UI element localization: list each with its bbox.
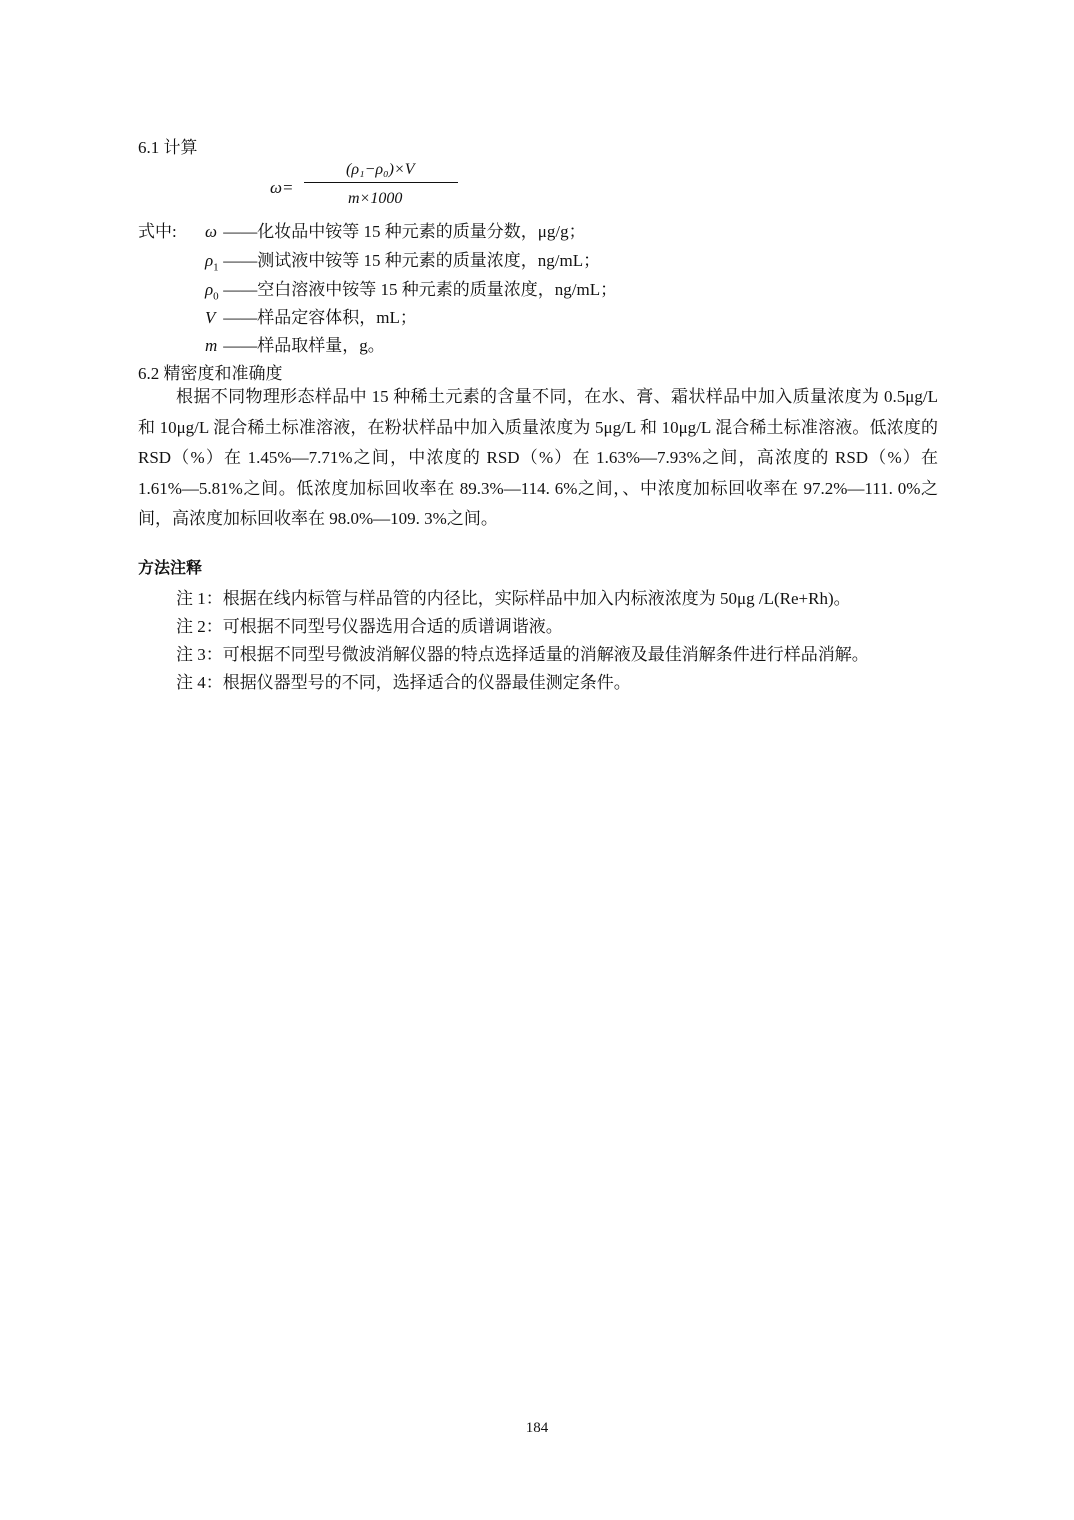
variable-symbol: m	[205, 336, 218, 355]
note-item: 注 1：根据在线内标管与样品管的内径比，实际样品中加入内标液浓度为 50μg /L(Re+Rh)。	[176, 589, 851, 608]
variable-desc: ——化妆品中铵等 15 种元素的质量分数，μg/g；	[223, 222, 586, 241]
variable-desc: ——样品定容体积，mL；	[223, 308, 417, 327]
note-item: 注 4：根据仪器型号的不同，选择适合的仪器最佳测定条件。	[176, 673, 631, 692]
variable-desc: ——测试液中铵等 15 种元素的质量浓度，ng/mL；	[223, 251, 601, 270]
variable-row	[205, 303, 417, 330]
variable-desc: ——空白溶液中铵等 15 种元素的质量浓度，ng/mL；	[223, 280, 618, 299]
notes-title: 方法注释	[138, 558, 203, 577]
formula-fraction-bar	[304, 182, 458, 183]
variable-symbol: ω	[205, 222, 218, 241]
section-6-1-title: 6.1 计算	[138, 138, 198, 157]
variable-row	[205, 331, 385, 358]
variable-row	[205, 275, 617, 302]
note-item: 注 2：可根据不同型号仪器选用合适的质谱调谐液。	[176, 617, 563, 636]
note-item: 注 3：可根据不同型号微波消解仪器的特点选择适量的消解液及最佳消解条件进行样品消解。	[176, 645, 869, 664]
variable-desc: ——样品取样量，g。	[223, 336, 385, 355]
formula-lhs: ω=	[270, 178, 294, 197]
variable-symbol: V	[205, 308, 216, 327]
where-label: 式中:	[138, 222, 177, 241]
variable-symbol: $\rho_1$	[205, 251, 219, 274]
variable-row	[205, 246, 600, 273]
formula-numerator: (ρ₁−ρ₀)×V	[346, 161, 415, 178]
section-6-2-title: 6.2 精密度和准确度	[138, 364, 283, 383]
precision-paragraph: 根据不同物理形态样品中 15 种稀土元素的含量不同，在水、膏、霜状样品中加入质量浓度为 0.5μg/L 和 10μg/L 混合稀土标准溶液，在粉状样品中加入质量浓度为 5μg/L 和 10μg/L 混合稀土标准溶液。低浓度的 RSD（%）在 1.45%—7.71%之间，中浓度的 RSD（%）在 1.63%—7.93%之间，高浓度的 RSD（%）在 1.61%—5.81%之间。低浓度加标回收率在 89.3%—114. 6%之间，、中浓度加标回收率在 97.2%—111. 0%之间，高浓度加标回收率在 98.0%—109. 3%之间。	[138, 387, 938, 528]
variable-row	[205, 217, 586, 244]
variable-symbol: $\rho_0$	[205, 280, 219, 303]
page-number: 184	[525, 1420, 549, 1436]
formula-denominator: m×1000	[348, 190, 403, 207]
